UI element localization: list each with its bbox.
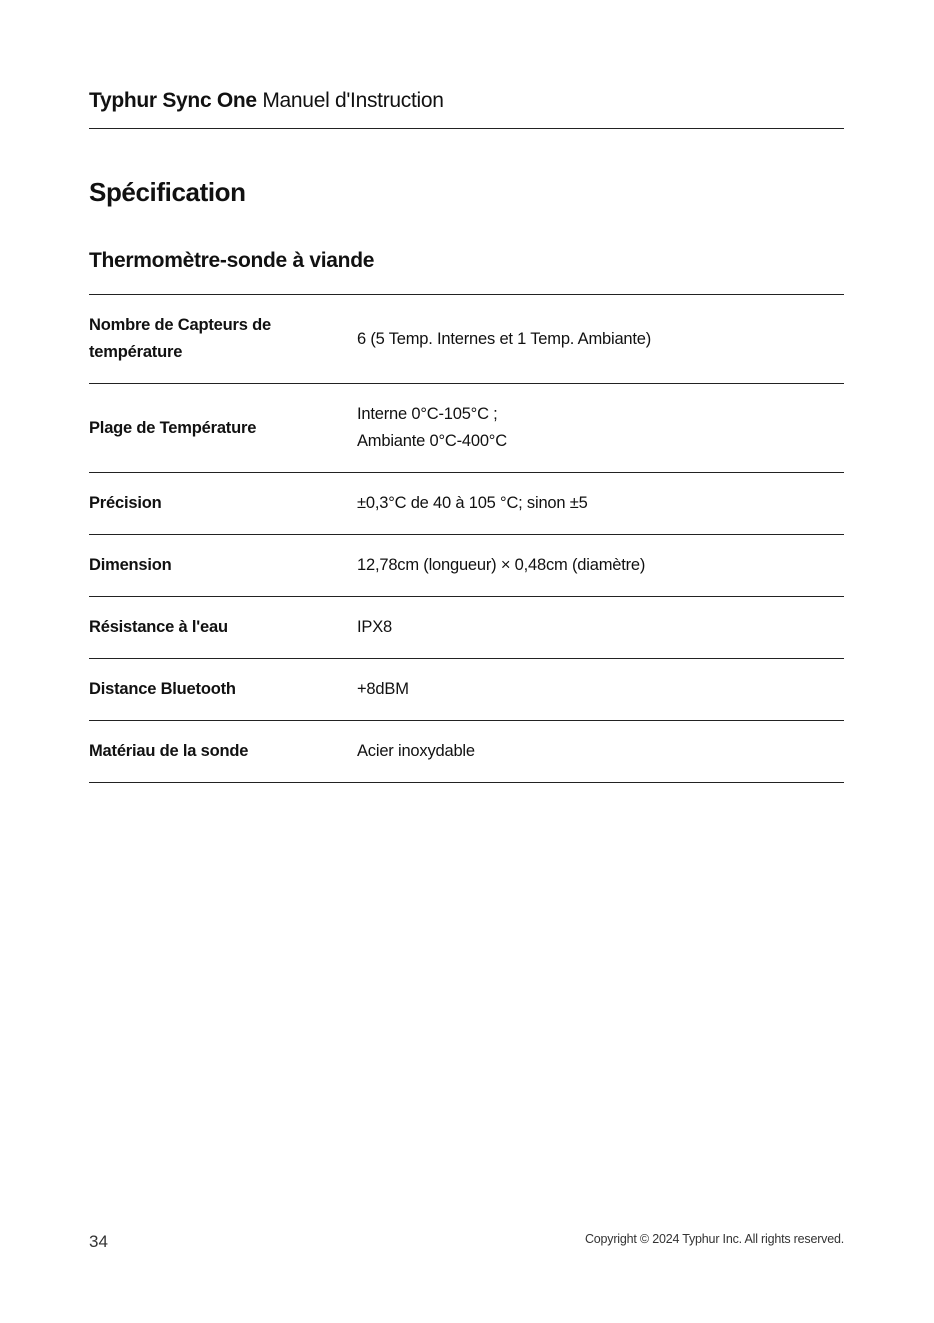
page-number: 34	[89, 1232, 108, 1251]
spec-value-line: 12,78cm (longueur) × 0,48cm (diamètre)	[357, 556, 646, 574]
spec-value-line: Ambiante 0°C-400°C	[357, 432, 507, 450]
spec-value-line: +8dBM	[357, 680, 409, 698]
spec-value-line: Acier inoxydable	[357, 742, 475, 760]
copyright-notice: Copyright © 2024 Typhur Inc. All rights reserved.	[584, 1232, 844, 1246]
spec-row-probe-material	[89, 721, 844, 783]
spec-value-line: ±0,3°C de 40 à 105 °C; sinon ±5	[357, 494, 588, 512]
spec-value-line: IPX8	[357, 618, 392, 636]
spec-value	[357, 597, 844, 659]
spec-value	[357, 721, 844, 783]
spec-value-line: Interne 0°C-105°C ;	[357, 405, 498, 423]
spec-row-dimension	[89, 535, 844, 597]
section-title: Spécification	[89, 177, 246, 207]
spec-label: Résistance à l'eau	[89, 618, 228, 636]
spec-label: Nombre de Capteurs de température	[89, 316, 271, 361]
product-name: Typhur Sync One	[89, 89, 257, 112]
header-divider	[89, 128, 844, 129]
spec-value	[357, 473, 844, 535]
spec-row-precision	[89, 473, 844, 535]
spec-row-sensor-count	[89, 295, 844, 384]
manual-title: Manuel d'Instruction	[262, 89, 444, 112]
spec-value	[357, 384, 844, 473]
spec-row-water-resistance	[89, 597, 844, 659]
subsection-title: Thermomètre-sonde à viande	[89, 249, 375, 272]
spec-row-temperature-range	[89, 384, 844, 473]
spec-value	[357, 295, 844, 384]
spec-label: Distance Bluetooth	[89, 680, 236, 698]
spec-label: Précision	[89, 494, 162, 512]
document-header	[89, 89, 844, 113]
spec-value-line: 6 (5 Temp. Internes et 1 Temp. Ambiante)	[357, 329, 652, 348]
spec-label: Dimension	[89, 556, 172, 574]
spec-value	[357, 659, 844, 721]
spec-row-bluetooth-distance	[89, 659, 844, 721]
spec-label: Matériau de la sonde	[89, 742, 249, 760]
spec-value	[357, 535, 844, 597]
spec-label: Plage de Température	[89, 418, 257, 437]
specification-table	[89, 294, 844, 783]
